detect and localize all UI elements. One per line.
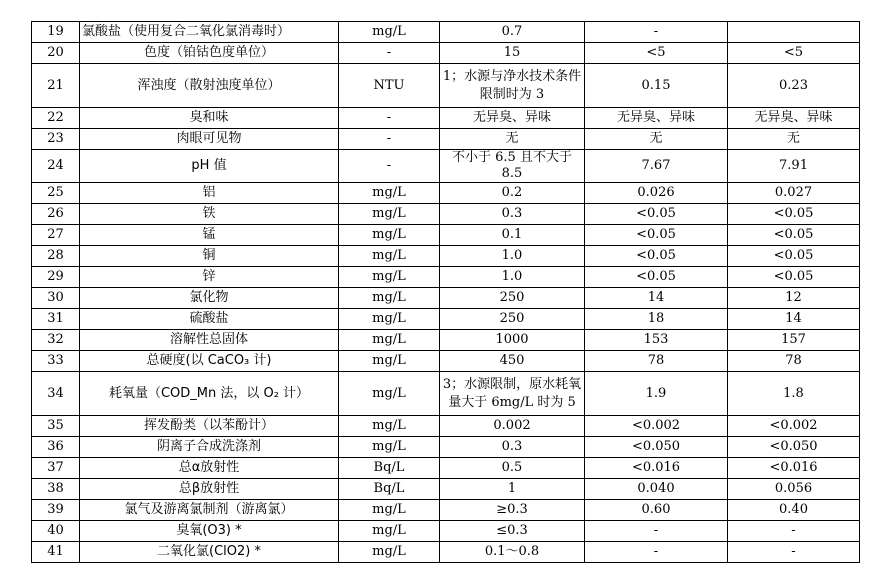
- indicator-name-cell: 阴离子合成洗涤剂: [80, 437, 339, 458]
- row-number-cell: 28: [32, 246, 80, 267]
- indicator-name-cell: 总硬度(以 CaCO₃ 计): [80, 351, 339, 372]
- sample-2-result-cell: 78: [728, 351, 860, 372]
- unit-cell: mg/L: [339, 288, 440, 309]
- limit-value-cell: 0.002: [440, 416, 585, 437]
- unit-cell: -: [339, 108, 440, 129]
- row-number-cell: 31: [32, 309, 80, 330]
- limit-value-cell: 3；水源限制，原水耗氧量大于 6mg/L 时为 5: [440, 372, 585, 416]
- table-row: [32, 225, 860, 246]
- indicator-name-cell: 浑浊度（散射浊度单位）: [80, 64, 339, 108]
- unit-cell: Bq/L: [339, 479, 440, 500]
- row-number-cell: 25: [32, 183, 80, 204]
- sample-1-result-cell: 0.026: [585, 183, 728, 204]
- table-row: [32, 309, 860, 330]
- row-number-cell: 40: [32, 521, 80, 542]
- sample-2-result-cell: <0.016: [728, 458, 860, 479]
- indicator-name-cell: 氯化物: [80, 288, 339, 309]
- indicator-name-cell: 铁: [80, 204, 339, 225]
- row-number-cell: 33: [32, 351, 80, 372]
- table-row: [32, 479, 860, 500]
- sample-2-result-cell: <0.050: [728, 437, 860, 458]
- sample-1-result-cell: <0.05: [585, 225, 728, 246]
- sample-1-result-cell: -: [585, 542, 728, 563]
- sample-1-result-cell: 18: [585, 309, 728, 330]
- indicator-name-cell: 锌: [80, 267, 339, 288]
- limit-value-cell: ≤0.3: [440, 521, 585, 542]
- sample-1-result-cell: <0.002: [585, 416, 728, 437]
- sample-1-result-cell: 无: [585, 129, 728, 150]
- sample-2-result-cell: 无异臭、异味: [728, 108, 860, 129]
- sample-1-result-cell: <0.016: [585, 458, 728, 479]
- sample-2-result-cell: <0.05: [728, 246, 860, 267]
- sample-1-result-cell: <0.05: [585, 246, 728, 267]
- sample-2-result-cell: <5: [728, 43, 860, 64]
- table-row: [32, 437, 860, 458]
- sample-1-result-cell: 1.9: [585, 372, 728, 416]
- indicator-name-cell: 二氧化氯(ClO2) *: [80, 542, 339, 563]
- limit-value-cell: 0.1: [440, 225, 585, 246]
- row-number-cell: 37: [32, 458, 80, 479]
- sample-1-result-cell: <0.05: [585, 204, 728, 225]
- unit-cell: mg/L: [339, 416, 440, 437]
- row-number-cell: 19: [32, 22, 80, 43]
- unit-cell: mg/L: [339, 521, 440, 542]
- unit-cell: NTU: [339, 64, 440, 108]
- limit-value-cell: 无异臭、异味: [440, 108, 585, 129]
- limit-value-cell: 0.1～0.8: [440, 542, 585, 563]
- sample-2-result-cell: 0.027: [728, 183, 860, 204]
- unit-cell: mg/L: [339, 309, 440, 330]
- row-number-cell: 27: [32, 225, 80, 246]
- table-row: [32, 521, 860, 542]
- row-number-cell: 36: [32, 437, 80, 458]
- indicator-name-cell: 硫酸盐: [80, 309, 339, 330]
- indicator-name-cell: 肉眼可见物: [80, 129, 339, 150]
- table-row: [32, 204, 860, 225]
- indicator-name-cell: 臭和味: [80, 108, 339, 129]
- limit-value-cell: 1；水源与净水技术条件限制时为 3: [440, 64, 585, 108]
- sample-2-result-cell: 7.91: [728, 150, 860, 183]
- row-number-cell: 21: [32, 64, 80, 108]
- row-number-cell: 35: [32, 416, 80, 437]
- sample-2-result-cell: <0.002: [728, 416, 860, 437]
- indicator-name-cell: 锰: [80, 225, 339, 246]
- sample-2-result-cell: 无: [728, 129, 860, 150]
- indicator-name-cell: 铜: [80, 246, 339, 267]
- unit-cell: mg/L: [339, 225, 440, 246]
- sample-1-result-cell: 无异臭、异味: [585, 108, 728, 129]
- sample-1-result-cell: 7.67: [585, 150, 728, 183]
- sample-2-result-cell: 0.23: [728, 64, 860, 108]
- row-number-cell: 22: [32, 108, 80, 129]
- row-number-cell: 34: [32, 372, 80, 416]
- indicator-name-cell: 铝: [80, 183, 339, 204]
- unit-cell: mg/L: [339, 183, 440, 204]
- unit-cell: mg/L: [339, 330, 440, 351]
- table-row: [32, 22, 860, 43]
- unit-cell: mg/L: [339, 500, 440, 521]
- sample-1-result-cell: 14: [585, 288, 728, 309]
- limit-value-cell: ≥0.3: [440, 500, 585, 521]
- row-number-cell: 41: [32, 542, 80, 563]
- table-row: [32, 150, 860, 183]
- limit-value-cell: 1: [440, 479, 585, 500]
- limit-value-cell: 250: [440, 288, 585, 309]
- sample-2-result-cell: 1.8: [728, 372, 860, 416]
- sample-2-result-cell: 157: [728, 330, 860, 351]
- table-row: [32, 458, 860, 479]
- table-row: [32, 246, 860, 267]
- table-body: [32, 22, 860, 563]
- unit-cell: mg/L: [339, 542, 440, 563]
- unit-cell: mg/L: [339, 351, 440, 372]
- sample-2-result-cell: -: [728, 542, 860, 563]
- row-number-cell: 32: [32, 330, 80, 351]
- limit-value-cell: 1.0: [440, 267, 585, 288]
- sample-2-result-cell: 0.056: [728, 479, 860, 500]
- limit-value-cell: 不小于 6.5 且不大于 8.5: [440, 150, 585, 183]
- unit-cell: Bq/L: [339, 458, 440, 479]
- sample-1-result-cell: 0.15: [585, 64, 728, 108]
- limit-value-cell: 250: [440, 309, 585, 330]
- unit-cell: -: [339, 43, 440, 64]
- sample-2-result-cell: [728, 22, 860, 43]
- sample-2-result-cell: <0.05: [728, 267, 860, 288]
- limit-value-cell: 0.3: [440, 437, 585, 458]
- indicator-name-cell: 溶解性总固体: [80, 330, 339, 351]
- water-quality-table: [31, 21, 860, 563]
- unit-cell: mg/L: [339, 372, 440, 416]
- sample-2-result-cell: <0.05: [728, 225, 860, 246]
- sample-1-result-cell: 0.60: [585, 500, 728, 521]
- indicator-name-cell: 氯酸盐（使用复合二氧化氯消毒时）: [80, 22, 339, 43]
- unit-cell: mg/L: [339, 246, 440, 267]
- indicator-name-cell: 色度（铂钴色度单位）: [80, 43, 339, 64]
- limit-value-cell: 15: [440, 43, 585, 64]
- table-row: [32, 183, 860, 204]
- unit-cell: mg/L: [339, 204, 440, 225]
- row-number-cell: 23: [32, 129, 80, 150]
- table-row: [32, 43, 860, 64]
- sample-1-result-cell: 78: [585, 351, 728, 372]
- sample-1-result-cell: -: [585, 521, 728, 542]
- sample-1-result-cell: <5: [585, 43, 728, 64]
- limit-value-cell: 1000: [440, 330, 585, 351]
- table-row: [32, 267, 860, 288]
- table-row: [32, 542, 860, 563]
- row-number-cell: 20: [32, 43, 80, 64]
- sample-2-result-cell: 0.40: [728, 500, 860, 521]
- unit-cell: mg/L: [339, 267, 440, 288]
- sample-1-result-cell: 0.040: [585, 479, 728, 500]
- table-row: [32, 129, 860, 150]
- indicator-name-cell: 臭氧(O3) *: [80, 521, 339, 542]
- indicator-name-cell: pH 值: [80, 150, 339, 183]
- unit-cell: -: [339, 129, 440, 150]
- sample-2-result-cell: 14: [728, 309, 860, 330]
- unit-cell: mg/L: [339, 437, 440, 458]
- limit-value-cell: 无: [440, 129, 585, 150]
- row-number-cell: 24: [32, 150, 80, 183]
- row-number-cell: 26: [32, 204, 80, 225]
- table-row: [32, 108, 860, 129]
- table-row: [32, 500, 860, 521]
- row-number-cell: 38: [32, 479, 80, 500]
- indicator-name-cell: 氯气及游离氯制剂（游离氯）: [80, 500, 339, 521]
- table-row: [32, 330, 860, 351]
- indicator-name-cell: 耗氧量（COD_Mn 法，以 O₂ 计）: [80, 372, 339, 416]
- limit-value-cell: 0.5: [440, 458, 585, 479]
- sample-1-result-cell: -: [585, 22, 728, 43]
- limit-value-cell: 0.2: [440, 183, 585, 204]
- table-row: [32, 416, 860, 437]
- sample-1-result-cell: <0.05: [585, 267, 728, 288]
- indicator-name-cell: 挥发酚类（以苯酚计）: [80, 416, 339, 437]
- limit-value-cell: 0.3: [440, 204, 585, 225]
- sample-2-result-cell: -: [728, 521, 860, 542]
- table-row: [32, 288, 860, 309]
- sample-2-result-cell: 12: [728, 288, 860, 309]
- limit-value-cell: 1.0: [440, 246, 585, 267]
- indicator-name-cell: 总β放射性: [80, 479, 339, 500]
- row-number-cell: 30: [32, 288, 80, 309]
- row-number-cell: 29: [32, 267, 80, 288]
- table-row: [32, 64, 860, 108]
- indicator-name-cell: 总α放射性: [80, 458, 339, 479]
- sample-2-result-cell: <0.05: [728, 204, 860, 225]
- sample-1-result-cell: <0.050: [585, 437, 728, 458]
- limit-value-cell: 450: [440, 351, 585, 372]
- sample-1-result-cell: 153: [585, 330, 728, 351]
- row-number-cell: 39: [32, 500, 80, 521]
- table-row: [32, 372, 860, 416]
- unit-cell: mg/L: [339, 22, 440, 43]
- unit-cell: -: [339, 150, 440, 183]
- limit-value-cell: 0.7: [440, 22, 585, 43]
- table-row: [32, 351, 860, 372]
